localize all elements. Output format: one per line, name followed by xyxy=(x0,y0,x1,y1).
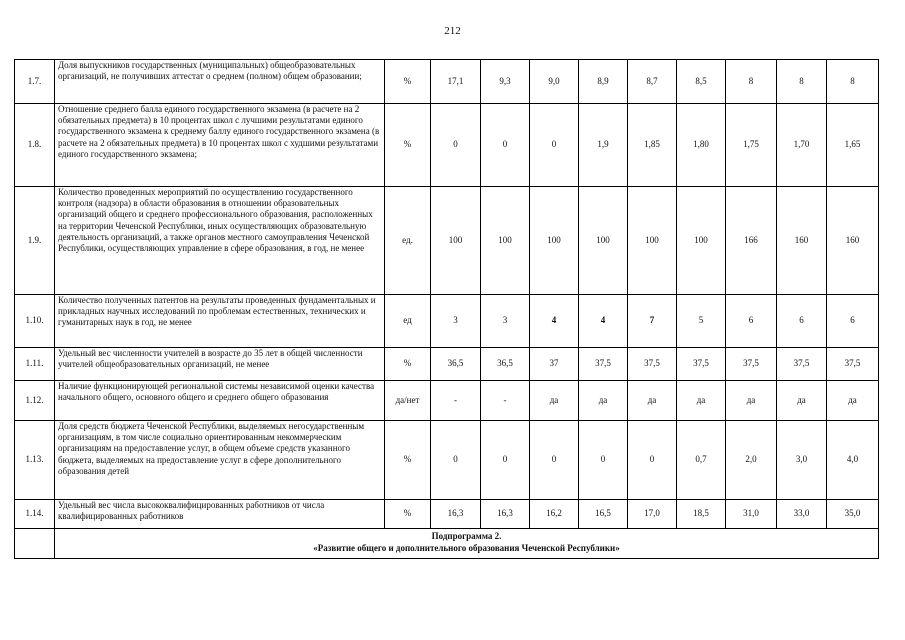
value-cell: 3,0 xyxy=(777,421,827,500)
value-cell: да xyxy=(677,381,726,421)
value-cell: 0 xyxy=(431,421,481,500)
value-cell: 1,65 xyxy=(827,104,879,187)
value-cell: 0 xyxy=(530,421,579,500)
value-cell: 16,3 xyxy=(431,500,481,529)
value-cell: 166 xyxy=(726,187,777,295)
row-number: 1.14. xyxy=(15,500,55,529)
value-cell: 100 xyxy=(431,187,481,295)
value-cell: 100 xyxy=(530,187,579,295)
value-cell: 36,5 xyxy=(481,348,530,381)
value-cell: 35,0 xyxy=(827,500,879,529)
value-cell: 8,5 xyxy=(677,60,726,104)
value-cell: 160 xyxy=(827,187,879,295)
value-cell: 17,0 xyxy=(628,500,677,529)
value-cell: 1,9 xyxy=(579,104,628,187)
value-cell: - xyxy=(481,381,530,421)
value-cell: 4,0 xyxy=(827,421,879,500)
value-cell: 16,5 xyxy=(579,500,628,529)
value-cell: да xyxy=(628,381,677,421)
value-cell: 37 xyxy=(530,348,579,381)
value-cell: 5 xyxy=(677,295,726,348)
value-cell: 8 xyxy=(777,60,827,104)
unit-cell: да/нет xyxy=(385,381,431,421)
indicator-description: Наличие функционирующей региональной системы независимой оценки качества начального общего, основного общего и среднего общего образования xyxy=(55,381,385,421)
value-cell: 37,5 xyxy=(579,348,628,381)
page-number: 212 xyxy=(444,25,461,37)
unit-cell: % xyxy=(385,348,431,381)
unit-cell: ед. xyxy=(385,187,431,295)
value-cell: 6 xyxy=(827,295,879,348)
table-row xyxy=(15,60,879,104)
subprogram-row xyxy=(15,529,879,559)
value-cell: 1,80 xyxy=(677,104,726,187)
indicator-description: Доля выпускников государственных (муниципальных) общеобразовательных организаций, не получивших аттестат о среднем (полном) общем образовании; xyxy=(55,60,385,104)
row-number: 1.10. xyxy=(15,295,55,348)
row-number: 1.11. xyxy=(15,348,55,381)
value-cell: 37,5 xyxy=(827,348,879,381)
value-cell: 3 xyxy=(431,295,481,348)
subprogram-title: Подпрограмма 2. xyxy=(431,531,502,541)
value-cell: 9,0 xyxy=(530,60,579,104)
value-cell: 17,1 xyxy=(431,60,481,104)
table-row xyxy=(15,187,879,295)
table-row xyxy=(15,348,879,381)
indicator-description: Удельный вес числа высококвалифицированных работников от числа квалифицированных работников xyxy=(55,500,385,529)
value-cell: 100 xyxy=(628,187,677,295)
indicator-description: Удельный вес численности учителей в возрасте до 35 лет в общей численности учителей общеобразовательных организаций, не менее xyxy=(55,348,385,381)
value-cell: 100 xyxy=(579,187,628,295)
empty-number-cell xyxy=(15,529,55,559)
value-cell: 37,5 xyxy=(677,348,726,381)
value-cell: 8 xyxy=(827,60,879,104)
value-cell: 0 xyxy=(628,421,677,500)
row-number: 1.7. xyxy=(15,60,55,104)
table-row xyxy=(15,104,879,187)
unit-cell: % xyxy=(385,60,431,104)
value-cell: 8 xyxy=(726,60,777,104)
table-row xyxy=(15,295,879,348)
value-cell: 0 xyxy=(481,421,530,500)
value-cell: 100 xyxy=(677,187,726,295)
value-cell: да xyxy=(530,381,579,421)
indicator-description: Количество проведенных мероприятий по осуществлению государственного контроля (надзора) в области образования в отношении образовательных организаций общего и среднего профессионального образования, расположенных на территории Чеченской Республики, иных осуществляющих образовательную деятельность организаций, а также органов местного самоуправления Чеченской Республики, осуществляющих управление в сфере образования, в год, не менее xyxy=(55,187,385,295)
indicator-description: Доля средств бюджета Чеченской Республики, выделяемых негосударственным организациям, в том числе социально ориентированным некоммерческим организациям на предоставление услуг, в общем объеме средств указанного бюджета, выделяемых на предоставление услуг в сфере дополнительного образования детей xyxy=(55,421,385,500)
value-cell: 1,75 xyxy=(726,104,777,187)
value-cell: 0 xyxy=(431,104,481,187)
value-cell: да xyxy=(579,381,628,421)
row-number: 1.8. xyxy=(15,104,55,187)
value-cell: да xyxy=(726,381,777,421)
value-cell: да xyxy=(827,381,879,421)
value-cell: 0 xyxy=(579,421,628,500)
value-cell: 100 xyxy=(481,187,530,295)
value-cell: 8,7 xyxy=(628,60,677,104)
value-cell: 0 xyxy=(530,104,579,187)
value-cell: 7 xyxy=(628,295,677,348)
value-cell: 18,5 xyxy=(677,500,726,529)
value-cell: 9,3 xyxy=(481,60,530,104)
value-cell: 4 xyxy=(530,295,579,348)
value-cell: 0,7 xyxy=(677,421,726,500)
value-cell: 33,0 xyxy=(777,500,827,529)
value-cell: 3 xyxy=(481,295,530,348)
table-row xyxy=(15,381,879,421)
table-row xyxy=(15,500,879,529)
subprogram-heading-cell xyxy=(55,529,879,559)
value-cell: 37,5 xyxy=(628,348,677,381)
value-cell: 36,5 xyxy=(431,348,481,381)
unit-cell: % xyxy=(385,500,431,529)
value-cell: 37,5 xyxy=(777,348,827,381)
indicators-table xyxy=(14,59,879,559)
value-cell: 160 xyxy=(777,187,827,295)
value-cell: 2,0 xyxy=(726,421,777,500)
value-cell: 1,70 xyxy=(777,104,827,187)
value-cell: 6 xyxy=(777,295,827,348)
value-cell: 0 xyxy=(481,104,530,187)
row-number: 1.9. xyxy=(15,187,55,295)
value-cell: 31,0 xyxy=(726,500,777,529)
value-cell: 16,3 xyxy=(481,500,530,529)
value-cell: 8,9 xyxy=(579,60,628,104)
value-cell: - xyxy=(431,381,481,421)
unit-cell: ед xyxy=(385,295,431,348)
row-number: 1.13. xyxy=(15,421,55,500)
indicator-description: Отношение среднего балла единого государственного экзамена (в расчете на 2 обязательных предмета) в 10 процентах школ с лучшими результатами единого государственного экзамена к среднему баллу единого государственного экзамена (в расчете на 2 обязательных предмета) в 10 процентах школ с худшими результатами единого государственного экзамена; xyxy=(55,104,385,187)
table-row xyxy=(15,421,879,500)
indicator-description: Количество полученных патентов на результаты проведенных фундаментальных и прикладных научных исследований по проблемам естественных, технических и гуманитарных наук в год, не менее xyxy=(55,295,385,348)
row-number: 1.12. xyxy=(15,381,55,421)
unit-cell: % xyxy=(385,421,431,500)
value-cell: да xyxy=(777,381,827,421)
value-cell: 37,5 xyxy=(726,348,777,381)
value-cell: 16,2 xyxy=(530,500,579,529)
value-cell: 6 xyxy=(726,295,777,348)
value-cell: 1,85 xyxy=(628,104,677,187)
unit-cell: % xyxy=(385,104,431,187)
subprogram-name: «Развитие общего и дополнительного образования Чеченской Республики» xyxy=(313,543,620,553)
value-cell: 4 xyxy=(579,295,628,348)
